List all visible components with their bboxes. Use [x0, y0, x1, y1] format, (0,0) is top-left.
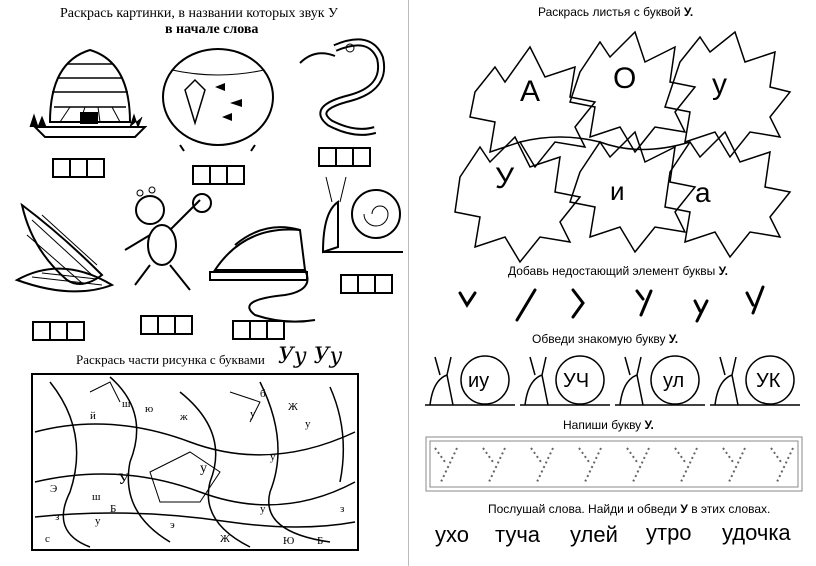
snail-label: иу	[468, 370, 490, 392]
word-item[interactable]: туча	[495, 522, 541, 547]
snail-label: УК	[756, 370, 781, 392]
mosaic-letter: у	[305, 418, 311, 430]
right-worksheet-page	[410, 0, 816, 566]
leaf-letter: А	[520, 75, 541, 108]
mosaic-letter: Ю	[283, 535, 295, 547]
mosaic-letter: Э	[50, 483, 58, 495]
mosaic-letter: у	[270, 451, 276, 463]
word-item[interactable]: удочка	[722, 520, 791, 545]
beehive-picture	[30, 42, 150, 142]
mosaic-letter: у	[250, 408, 256, 420]
mosaic-letter: з	[340, 503, 345, 515]
leaf-letter: У	[495, 162, 515, 195]
mosaic-letter: у	[95, 515, 101, 527]
corn-picture	[12, 195, 122, 305]
mosaic-letter: ш	[122, 398, 131, 410]
mosaic-letter: э	[170, 519, 175, 531]
leaf-letter: и	[610, 176, 625, 206]
mosaic-letter: й	[90, 410, 96, 422]
word-item[interactable]: ухо	[435, 522, 469, 547]
iron-picture	[205, 210, 325, 330]
leaf-letter: О	[613, 62, 637, 95]
ant-picture	[120, 185, 210, 295]
task3-title: Раскрась листья с буквой У.	[538, 5, 694, 19]
answer-boxes-iron[interactable]	[234, 320, 285, 340]
mosaic-letter: з	[55, 511, 60, 523]
task5-title: Обведи знакомую букву У.	[532, 332, 679, 346]
mosaic-picture	[30, 372, 360, 552]
maple-leaves-picture	[450, 22, 790, 247]
mosaic-letter: ж	[180, 411, 188, 423]
mosaic-letter: У	[118, 471, 130, 488]
mosaic-letter: у	[200, 461, 207, 476]
mosaic-letter: Б	[110, 503, 117, 515]
leaf-letter: у	[712, 68, 727, 101]
mosaic-letter: б	[260, 388, 266, 400]
word-item[interactable]: утро	[646, 520, 692, 545]
snake-picture	[295, 38, 395, 138]
task2-letters: Уу Уу	[278, 344, 343, 369]
snail-label: УЧ	[563, 370, 590, 392]
mosaic-letter: Ж	[288, 401, 298, 413]
mosaic-letter: ш	[92, 491, 101, 503]
answer-boxes-corn[interactable]	[34, 321, 85, 341]
task4-title: Добавь недостающий элемент буквы У.	[508, 264, 728, 278]
fishbowl-picture	[160, 45, 280, 155]
mosaic-letter: у	[260, 503, 266, 515]
mosaic-letter: Б	[317, 535, 324, 547]
snail-label: ул	[663, 370, 685, 392]
mosaic-letter: Ж	[220, 533, 230, 545]
task2-title: Раскрась части рисунка с буквами	[76, 352, 265, 367]
task1-title-line1: Раскрась картинки, в названии которых звук У	[60, 6, 338, 21]
answer-boxes-ant[interactable]	[142, 315, 193, 335]
task1-title-line2: в начале слова	[165, 22, 259, 37]
task6-title: Напиши букву У.	[563, 418, 654, 432]
leaf-letter: а	[695, 177, 711, 208]
mosaic-letter: с	[45, 533, 50, 545]
task7-title: Послушай слова. Найди и обведи У в этих словах.	[488, 502, 771, 516]
answer-boxes-snake[interactable]	[320, 147, 371, 167]
answer-boxes-fishbowl[interactable]	[194, 165, 245, 185]
snail-picture	[318, 172, 408, 262]
partial-letters-row	[455, 285, 775, 325]
letter-tracing-strip[interactable]	[425, 436, 805, 492]
word-item[interactable]: улей	[570, 522, 618, 547]
mosaic-letter: ю	[145, 403, 154, 415]
page-divider	[408, 0, 409, 566]
answer-boxes-snail[interactable]	[342, 274, 393, 294]
answer-boxes-beehive[interactable]	[54, 158, 105, 178]
